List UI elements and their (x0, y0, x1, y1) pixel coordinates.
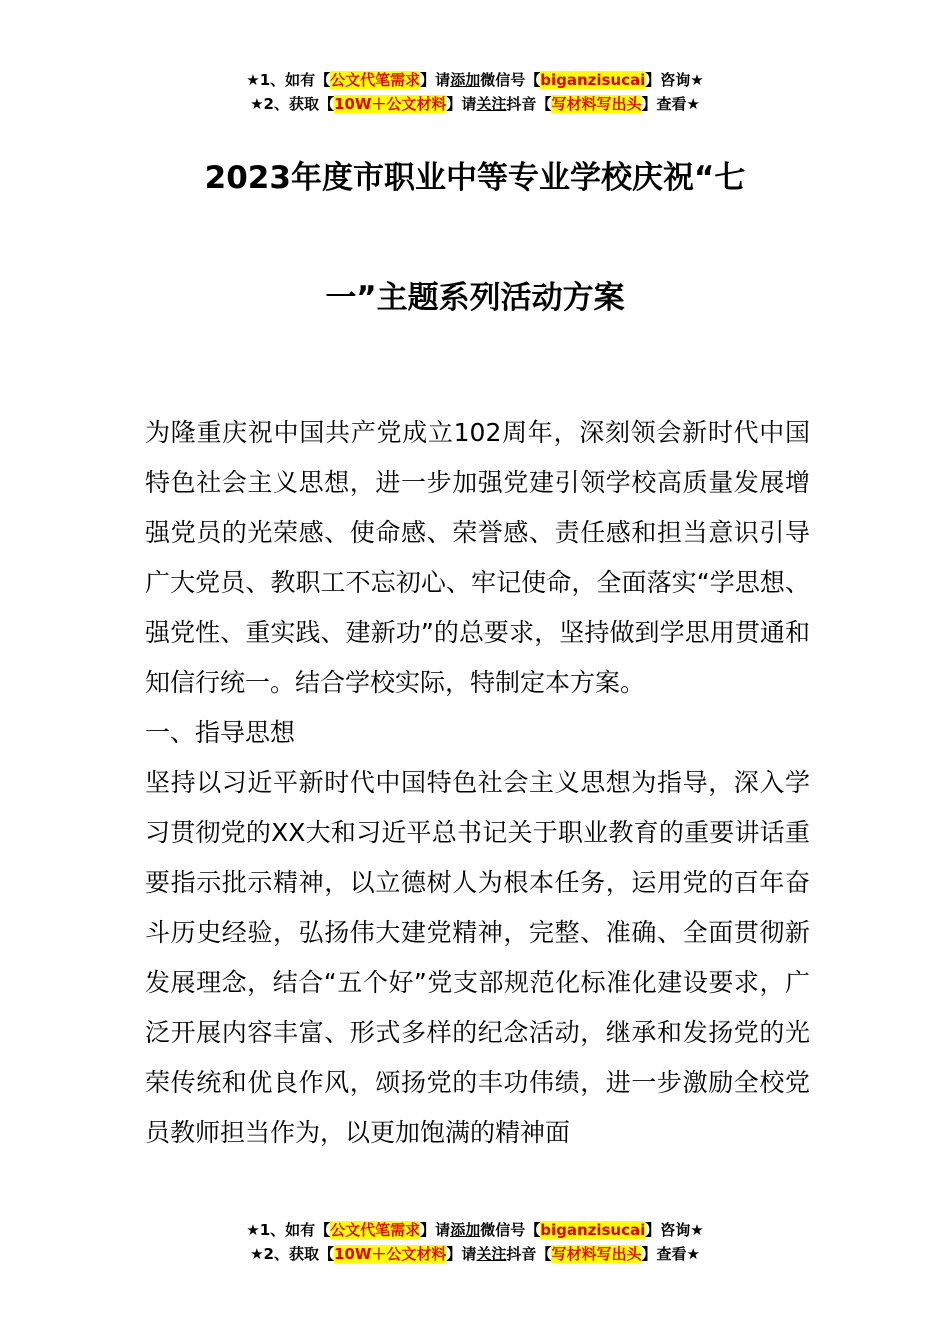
notice-text: 微信号【 (480, 1221, 541, 1239)
notice-text: 】咨询★ (645, 71, 704, 89)
notice-underlined: 添加 (450, 71, 481, 89)
notice-text: 】咨询★ (645, 1221, 704, 1239)
notice-text: 抖音【 (506, 95, 552, 113)
notice-text: ★1、如有【 (246, 71, 331, 89)
notice-underlined: 关注 (476, 1245, 507, 1263)
document-title-line-2: 一”主题系列活动方案 (325, 280, 625, 316)
notice-text: ★2、获取【 (250, 95, 334, 113)
notice-underlined: 添加 (450, 1221, 481, 1239)
notice-text: 微信号【 (480, 71, 541, 89)
header-notice (0, 68, 950, 116)
notice-text: 】请 (420, 71, 451, 89)
notice-text: ★1、如有【 (246, 1221, 331, 1239)
notice-text: 抖音【 (506, 1245, 552, 1263)
notice-highlight: 公文代笔需求 (330, 1221, 421, 1239)
header-notice-line-1 (0, 68, 950, 92)
notice-highlight: 10W＋公文材料 (333, 1245, 447, 1263)
notice-text: 】请 (446, 1245, 477, 1263)
notice-highlight: 公文代笔需求 (330, 71, 421, 89)
section-1-paragraph: 坚持以习近平新时代中国特色社会主义思想为指导，深入学习贯彻党的XX大和习近平总书记关于职业教育的重要讲话重要指示批示精神，以立德树人为根本任务，运用党的百年奋斗历史经验，弘扬伟大建党精神，完整、准确、全面贯彻新发展理念，结合“五个好”党支部规范化标准化建设要求，广泛开展内容丰富、形式多样的纪念活动，继承和发扬党的光荣传统和优良作风，颂扬党的丰功伟绩，进一步激励全校党员教师担当作为，以更加饱满的精神面 (145, 768, 810, 1147)
notice-highlight: 写材料写出头 (551, 1245, 642, 1263)
notice-highlight: 写材料写出头 (551, 95, 642, 113)
document-body (145, 408, 810, 1158)
notice-underlined: 关注 (476, 95, 507, 113)
notice-highlight: biganzisucai (540, 1221, 646, 1239)
notice-text: ★2、获取【 (250, 1245, 334, 1263)
section-1-heading: 一、指导思想 (145, 718, 296, 747)
notice-highlight: 10W＋公文材料 (333, 95, 447, 113)
footer-notice-line-1 (0, 1218, 950, 1242)
footer-notice-line-2 (0, 1242, 950, 1266)
notice-text: 】请 (446, 95, 477, 113)
notice-text: 】查看★ (641, 1245, 700, 1263)
notice-text: 】请 (420, 1221, 451, 1239)
notice-highlight: biganzisucai (540, 71, 646, 89)
footer-notice (0, 1218, 950, 1266)
notice-text: 】查看★ (641, 95, 700, 113)
intro-paragraph: 为隆重庆祝中国共产党成立102周年，深刻领会新时代中国特色社会主义思想，进一步加强党建引领学校高质量发展增强党员的光荣感、使命感、荣誉感、责任感和担当意识引导广大党员、教职工不忘初心、牢记使命，全面落实“学思想、强党性、重实践、建新功”的总要求，坚持做到学思用贯通和知信行统一。结合学校实际，特制定本方案。 (145, 418, 810, 697)
document-title-line-1: 2023年度市职业中等专业学校庆祝“七 (204, 160, 746, 196)
header-notice-line-2 (0, 92, 950, 116)
